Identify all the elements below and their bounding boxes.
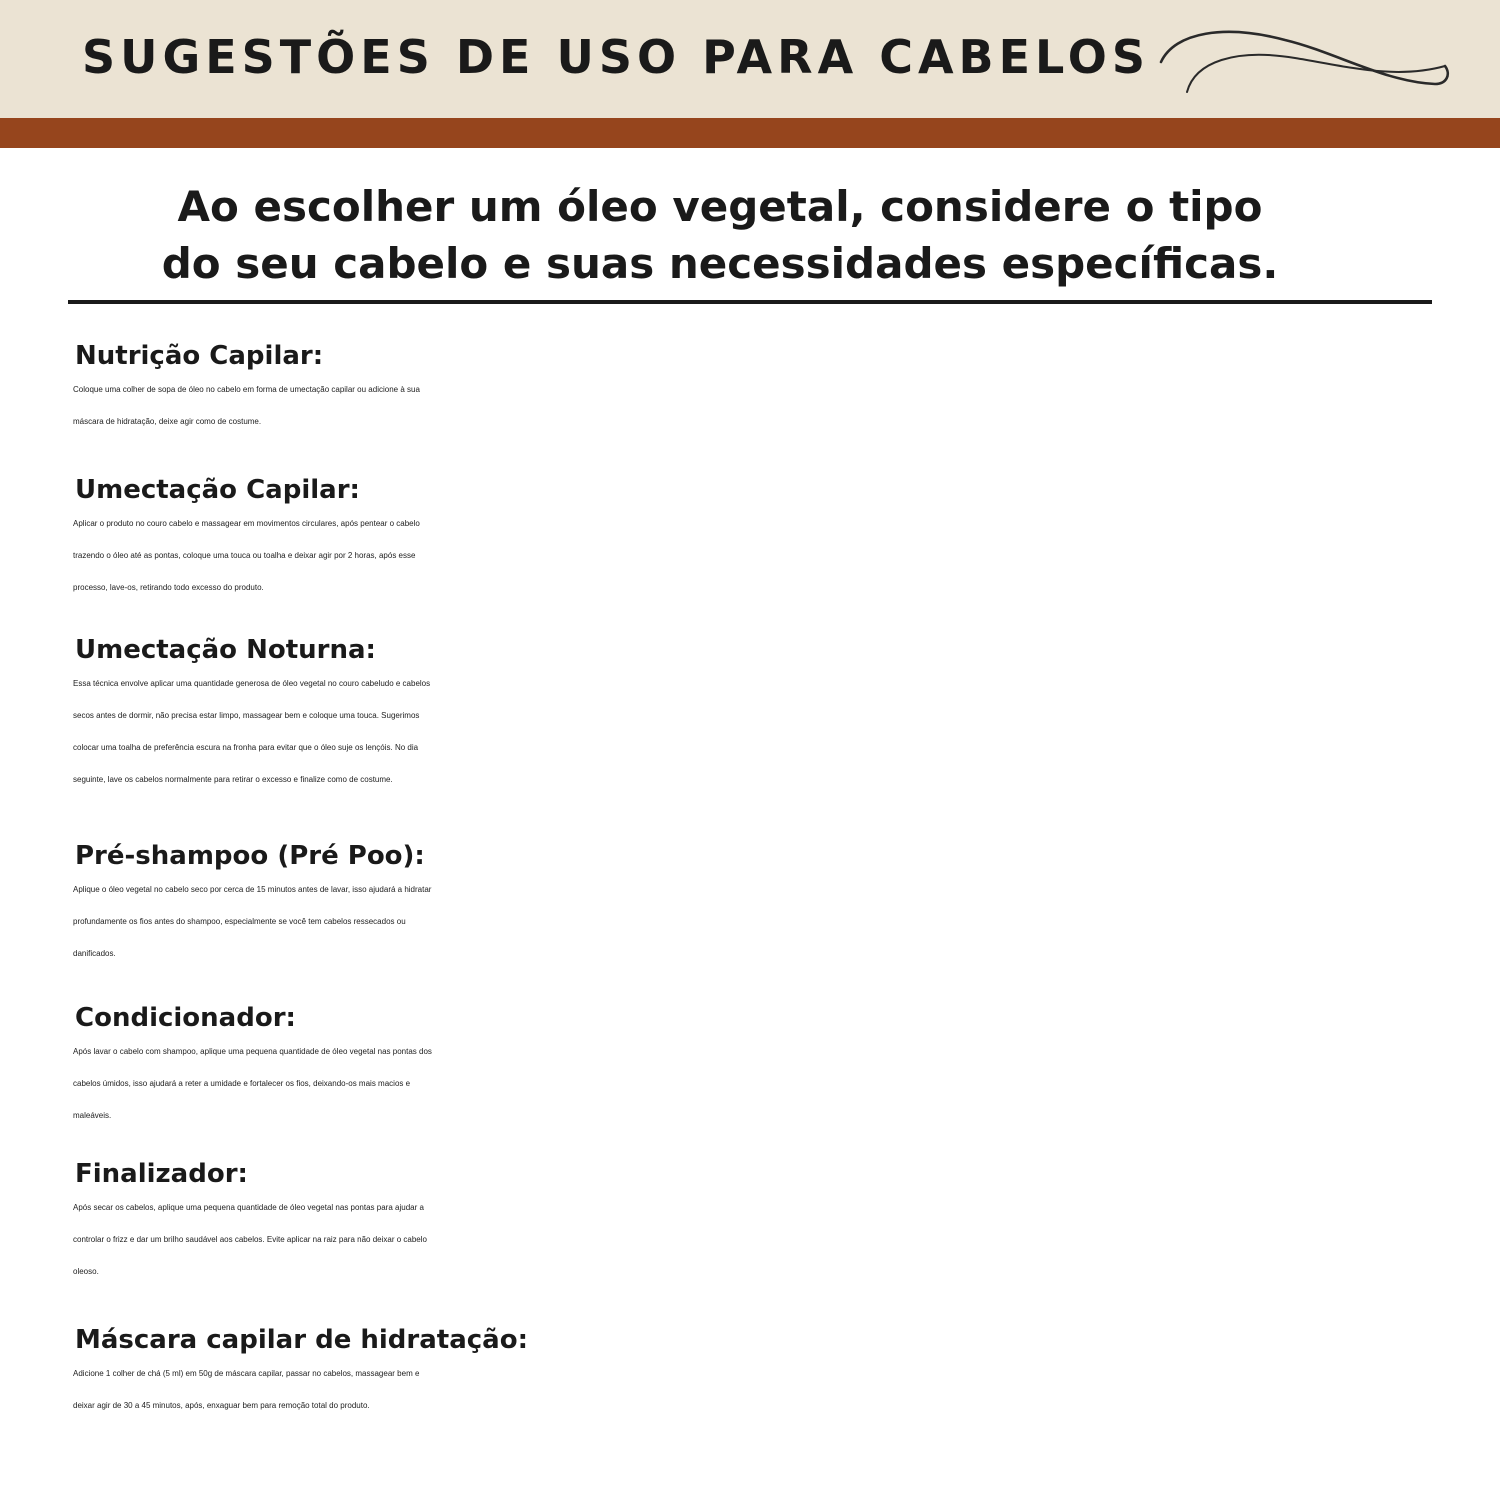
section-pre-shampoo — [73, 838, 1443, 970]
body-line: máscara de hidratação, deixe agir como de costume. — [73, 417, 262, 426]
body-line: oleoso. — [73, 1267, 99, 1276]
body-line: Essa técnica envolve aplicar uma quantidade generosa de óleo vegetal no couro cabeludo e cabelos — [73, 679, 431, 688]
body-line: seguinte, lave os cabelos normalmente para retirar o excesso e finalize como de costume. — [73, 775, 393, 784]
heading-divider — [68, 300, 1432, 304]
decorative-swirl-icon — [1155, 22, 1455, 102]
section-title: Nutrição Capilar: — [75, 341, 324, 371]
body-line: Após secar os cabelos, aplique uma pequena quantidade de óleo vegetal nas pontas para ajudar a — [73, 1203, 424, 1212]
section-umectacao-capilar — [73, 472, 1443, 604]
section-title: Umectação Noturna: — [75, 635, 376, 665]
body-line: Aplique o óleo vegetal no cabelo seco por cerca de 15 minutos antes de lavar, isso ajudará a hidratar — [73, 885, 432, 894]
body-line: Adicione 1 colher de chá (5 ml) em 50g de máscara capilar, passar no cabelos, massagear bem e — [73, 1369, 420, 1378]
section-body — [73, 1036, 1443, 1132]
body-line: controlar o frizz e dar um brilho saudável aos cabelos. Evite aplicar na raiz para não deixar o cabelo — [73, 1235, 427, 1244]
intro-line: Ao escolher um óleo vegetal, considere o tipo — [177, 182, 1263, 231]
body-line: Após lavar o cabelo com shampoo, aplique uma pequena quantidade de óleo vegetal nas pontas dos — [73, 1047, 432, 1056]
section-umectacao-noturna — [73, 632, 1443, 796]
body-line: Coloque uma colher de sopa de óleo no cabelo em forma de umectação capilar ou adicione à sua — [73, 385, 420, 394]
page-title: SUGESTÕES DE USO PARA CABELOS — [82, 30, 1150, 84]
section-mascara-capilar — [73, 1322, 1443, 1422]
section-body — [73, 1192, 1443, 1288]
section-body — [73, 1358, 1443, 1422]
intro-heading — [0, 178, 1440, 292]
body-line: secos antes de dormir, não precisa estar limpo, massagear bem e coloque uma touca. Sugerimos — [73, 711, 420, 720]
body-line: trazendo o óleo até as pontas, coloque uma touca ou toalha e deixar agir por 2 horas, após esse — [73, 551, 416, 560]
section-title: Máscara capilar de hidratação: — [75, 1325, 528, 1355]
body-line: deixar agir de 30 a 45 minutos, após, enxaguar bem para remoção total do produto. — [73, 1401, 370, 1410]
section-body — [73, 508, 1443, 604]
accent-bar — [0, 118, 1500, 148]
header-band — [0, 0, 1500, 118]
body-line: maleáveis. — [73, 1111, 112, 1120]
section-nutricao-capilar — [73, 338, 1443, 438]
body-line: profundamente os fios antes do shampoo, especialmente se você tem cabelos ressecados ou — [73, 917, 406, 926]
body-line: colocar uma toalha de preferência escura na fronha para evitar que o óleo suje os lençóis. No dia — [73, 743, 419, 752]
section-finalizador — [73, 1156, 1443, 1288]
section-title: Condicionador: — [75, 1003, 296, 1033]
section-body — [73, 668, 1443, 796]
body-line: Aplicar o produto no couro cabelo e massagear em movimentos circulares, após pentear o cabelo — [73, 519, 420, 528]
section-body — [73, 874, 1443, 970]
section-body — [73, 374, 1443, 438]
body-line: processo, lave-os, retirando todo excesso do produto. — [73, 583, 264, 592]
intro-line: do seu cabelo e suas necessidades específicas. — [161, 239, 1279, 288]
section-title: Pré-shampoo (Pré Poo): — [75, 841, 425, 871]
section-title: Finalizador: — [75, 1159, 248, 1189]
body-line: cabelos úmidos, isso ajudará a reter a umidade e fortalecer os fios, deixando-os mais macios e — [73, 1079, 411, 1088]
body-line: danificados. — [73, 949, 116, 958]
section-title: Umectação Capilar: — [75, 475, 360, 505]
section-condicionador — [73, 1000, 1443, 1132]
